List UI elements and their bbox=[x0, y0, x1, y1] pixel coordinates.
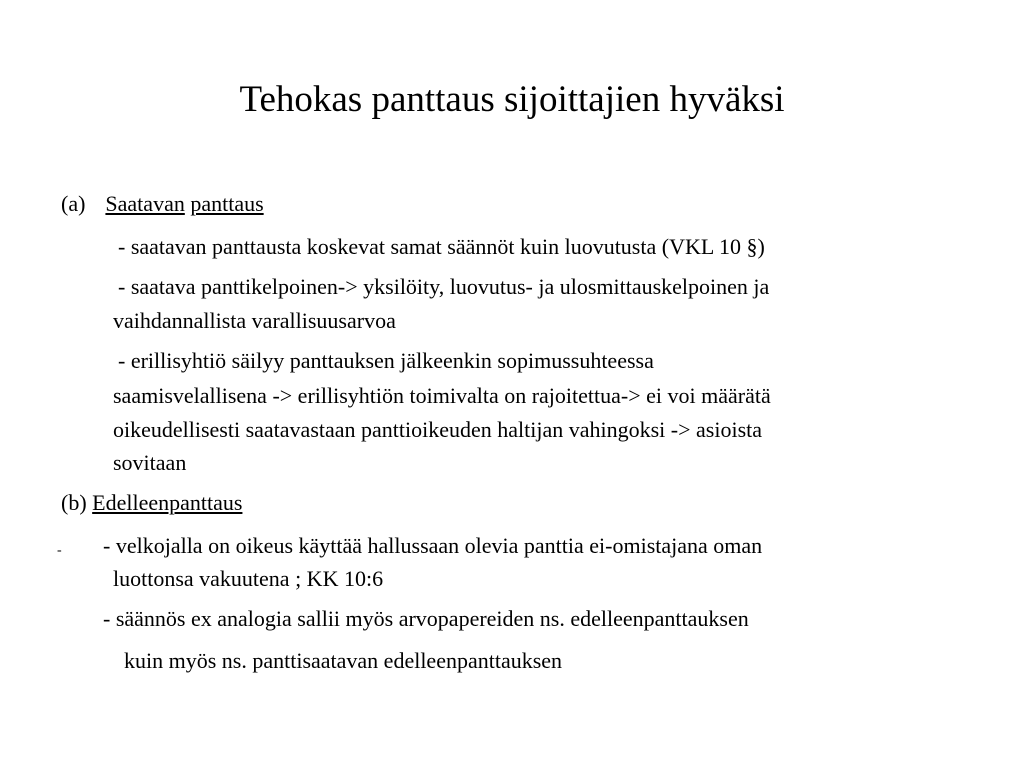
section-a-heading-word2: panttaus bbox=[190, 191, 264, 216]
section-a-point-3-line-3: oikeudellisesti saatavastaan panttioikeuden haltijan vahingoksi -> asioista bbox=[113, 417, 763, 442]
section-a-point-3-line-2: saamisvelallisena -> erillisyhtiön toimivalta on rajoitettua-> ei voi määrätä bbox=[113, 383, 771, 408]
section-a-heading bbox=[61, 188, 264, 220]
section-a-point-3-line-4: sovitaan bbox=[113, 450, 187, 475]
section-a-point-2-line-2: vaihdannallista varallisuusarvoa bbox=[113, 308, 396, 333]
section-a-marker: (a) bbox=[61, 191, 86, 216]
section-a-point-1-line-1: - saatavan panttausta koskevat samat säännöt kuin luovutusta (VKL 10 §) bbox=[118, 234, 765, 259]
section-b-point-2-line-2: kuin myös ns. panttisaatavan edelleenpanttauksen bbox=[124, 648, 563, 673]
section-a-point-2-line-1: - saatava panttikelpoinen-> yksilöity, luovutus- ja ulosmittauskelpoinen ja bbox=[118, 274, 770, 299]
section-a-heading-word1: Saatavan bbox=[105, 191, 185, 216]
section-b-point-2-line-1: - säännös ex analogia sallii myös arvopapereiden ns. edelleenpanttauksen bbox=[103, 606, 749, 631]
section-b-marker: (b) bbox=[61, 490, 87, 515]
section-a-point-3-line-1: - erillisyhtiö säilyy panttauksen jälkeenkin sopimussuhteessa bbox=[118, 348, 654, 373]
section-b-heading-text: Edelleenpanttaus bbox=[92, 490, 243, 515]
section-b-heading bbox=[61, 487, 242, 519]
slide-title: Tehokas panttaus sijoittajien hyväksi bbox=[239, 79, 785, 120]
section-b-point-1-line-2: luottonsa vakuutena ; KK 10:6 bbox=[113, 566, 384, 591]
section-b-point-1-line-1: - velkojalla on oikeus käyttää hallussaan olevia panttia ei-omistajana oman bbox=[103, 533, 763, 558]
stray-dash-mark: - bbox=[57, 543, 62, 558]
